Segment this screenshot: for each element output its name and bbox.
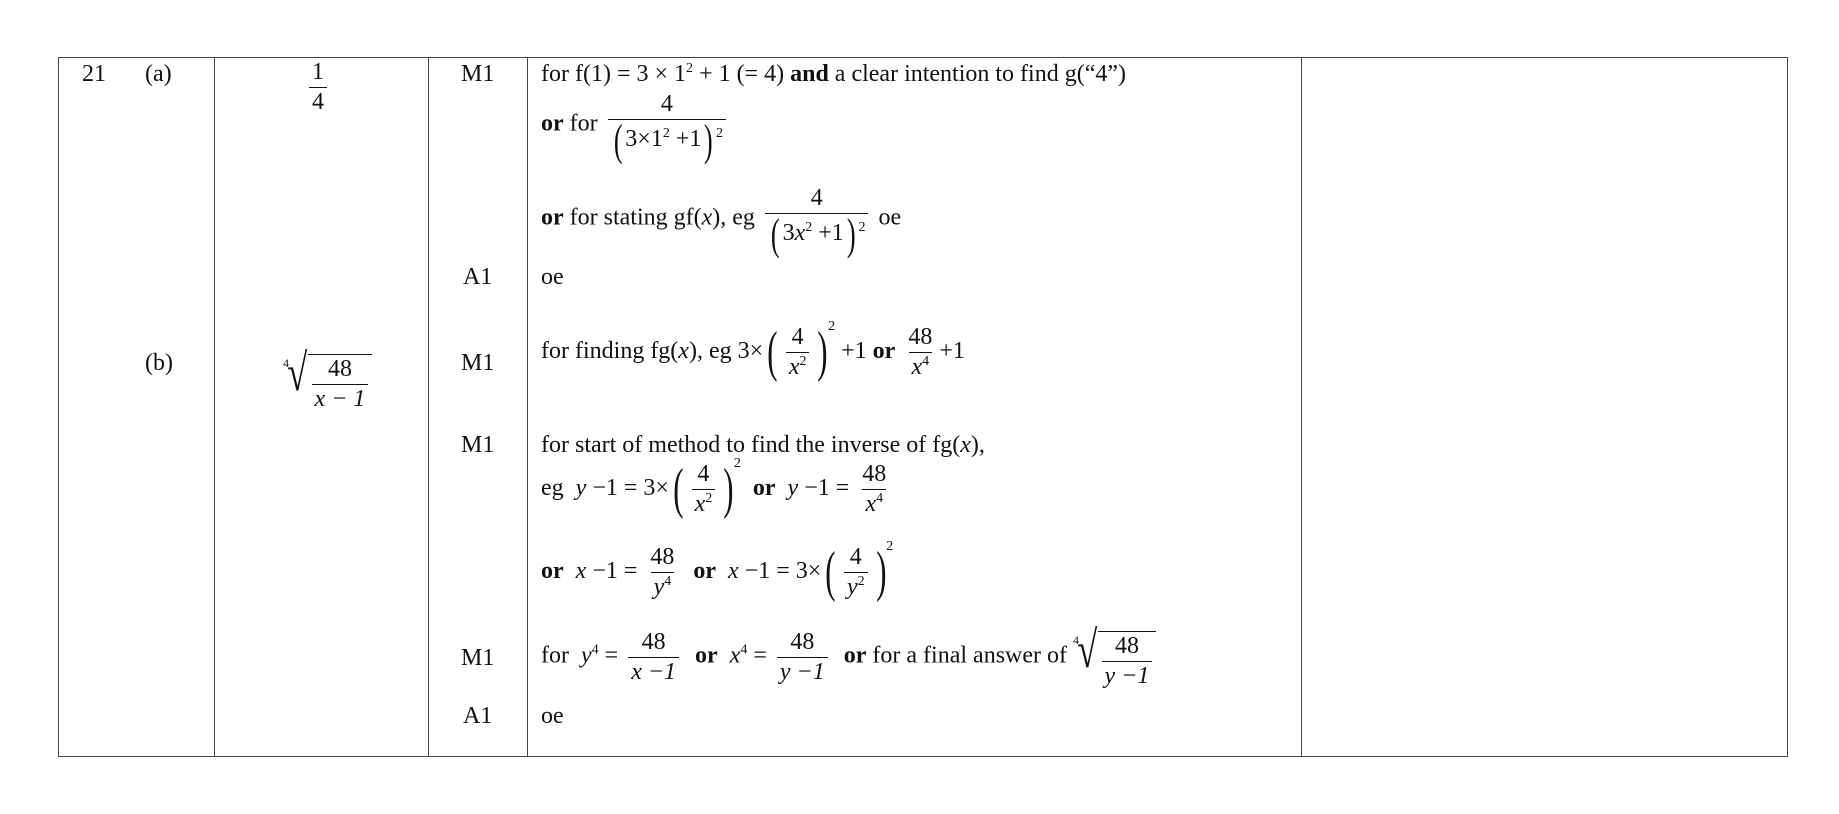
root-sign: √	[287, 345, 308, 402]
answer-b-numerator: 48	[327, 356, 352, 382]
mark-b-m1-third: M1	[461, 645, 495, 671]
mark-b-m1-first: M1	[461, 350, 495, 376]
column-divider-2	[428, 57, 429, 757]
note-b-m1-second-line1: for start of method to find the inverse of fg(x),	[541, 432, 985, 458]
mark-b-m1-second: M1	[461, 432, 495, 458]
note-b-m1-first: for finding fg(x), eg 3×( $\frac{4}{x^2}$ )$^2$ +1 or $\frac{48}{x^4}$ +1	[541, 319, 965, 384]
note-b-a1: oe	[541, 703, 564, 729]
column-divider-1	[214, 57, 215, 757]
question-number: 21	[82, 61, 106, 87]
mark-a-a1: A1	[463, 264, 493, 290]
note-b-m1-second-line2: eg y −1 = 3×( $\frac{4}{x^2}$ )$^2$ or y −1 = $\frac{48}{x^4}$	[541, 456, 887, 521]
mark-a-m1: M1	[461, 61, 495, 87]
answer-b-denominator: x − 1	[312, 384, 369, 412]
part-b-label: (b)	[145, 350, 173, 376]
answer-b	[283, 345, 372, 413]
note-a-a1: oe	[541, 264, 564, 290]
answer-a-numerator: 1	[312, 59, 324, 85]
note-a-m1-line2: or for $\frac{4}{( 3\times 1^2 +1) ^2}$	[541, 92, 730, 158]
part-a-label: (a)	[145, 61, 172, 87]
column-divider-3	[527, 57, 528, 757]
note-a-m1-line1: for $f(1) = 3 \times 1^2 + 1$ (= 4) and a clear intention to find g(“4”)	[541, 61, 1127, 87]
mark-b-a1: A1	[463, 703, 493, 729]
note-b-m1-second-line3: or x −1 = $\frac{48}{y^4}$ or x −1 = 3×( $\frac{4}{y^2}$ )$^2$	[541, 539, 894, 604]
answer-b-root-index: 4	[283, 356, 289, 370]
note-b-m1-third: for $y^4$ = $\frac{48}{x -1}$ or $x^4$ = $\frac{48}{y -1}$ or for a final answer of 4 √ $\frac{48}{y -1}$	[541, 625, 1156, 689]
note-a-m1-line3: or for stating gf(x), eg $\frac{4}{( 3x^2 +1) ^2}$ oe	[541, 185, 902, 260]
column-divider-4	[1301, 57, 1302, 757]
answer-a-denominator: 4	[309, 87, 327, 115]
answer-a	[305, 60, 331, 115]
